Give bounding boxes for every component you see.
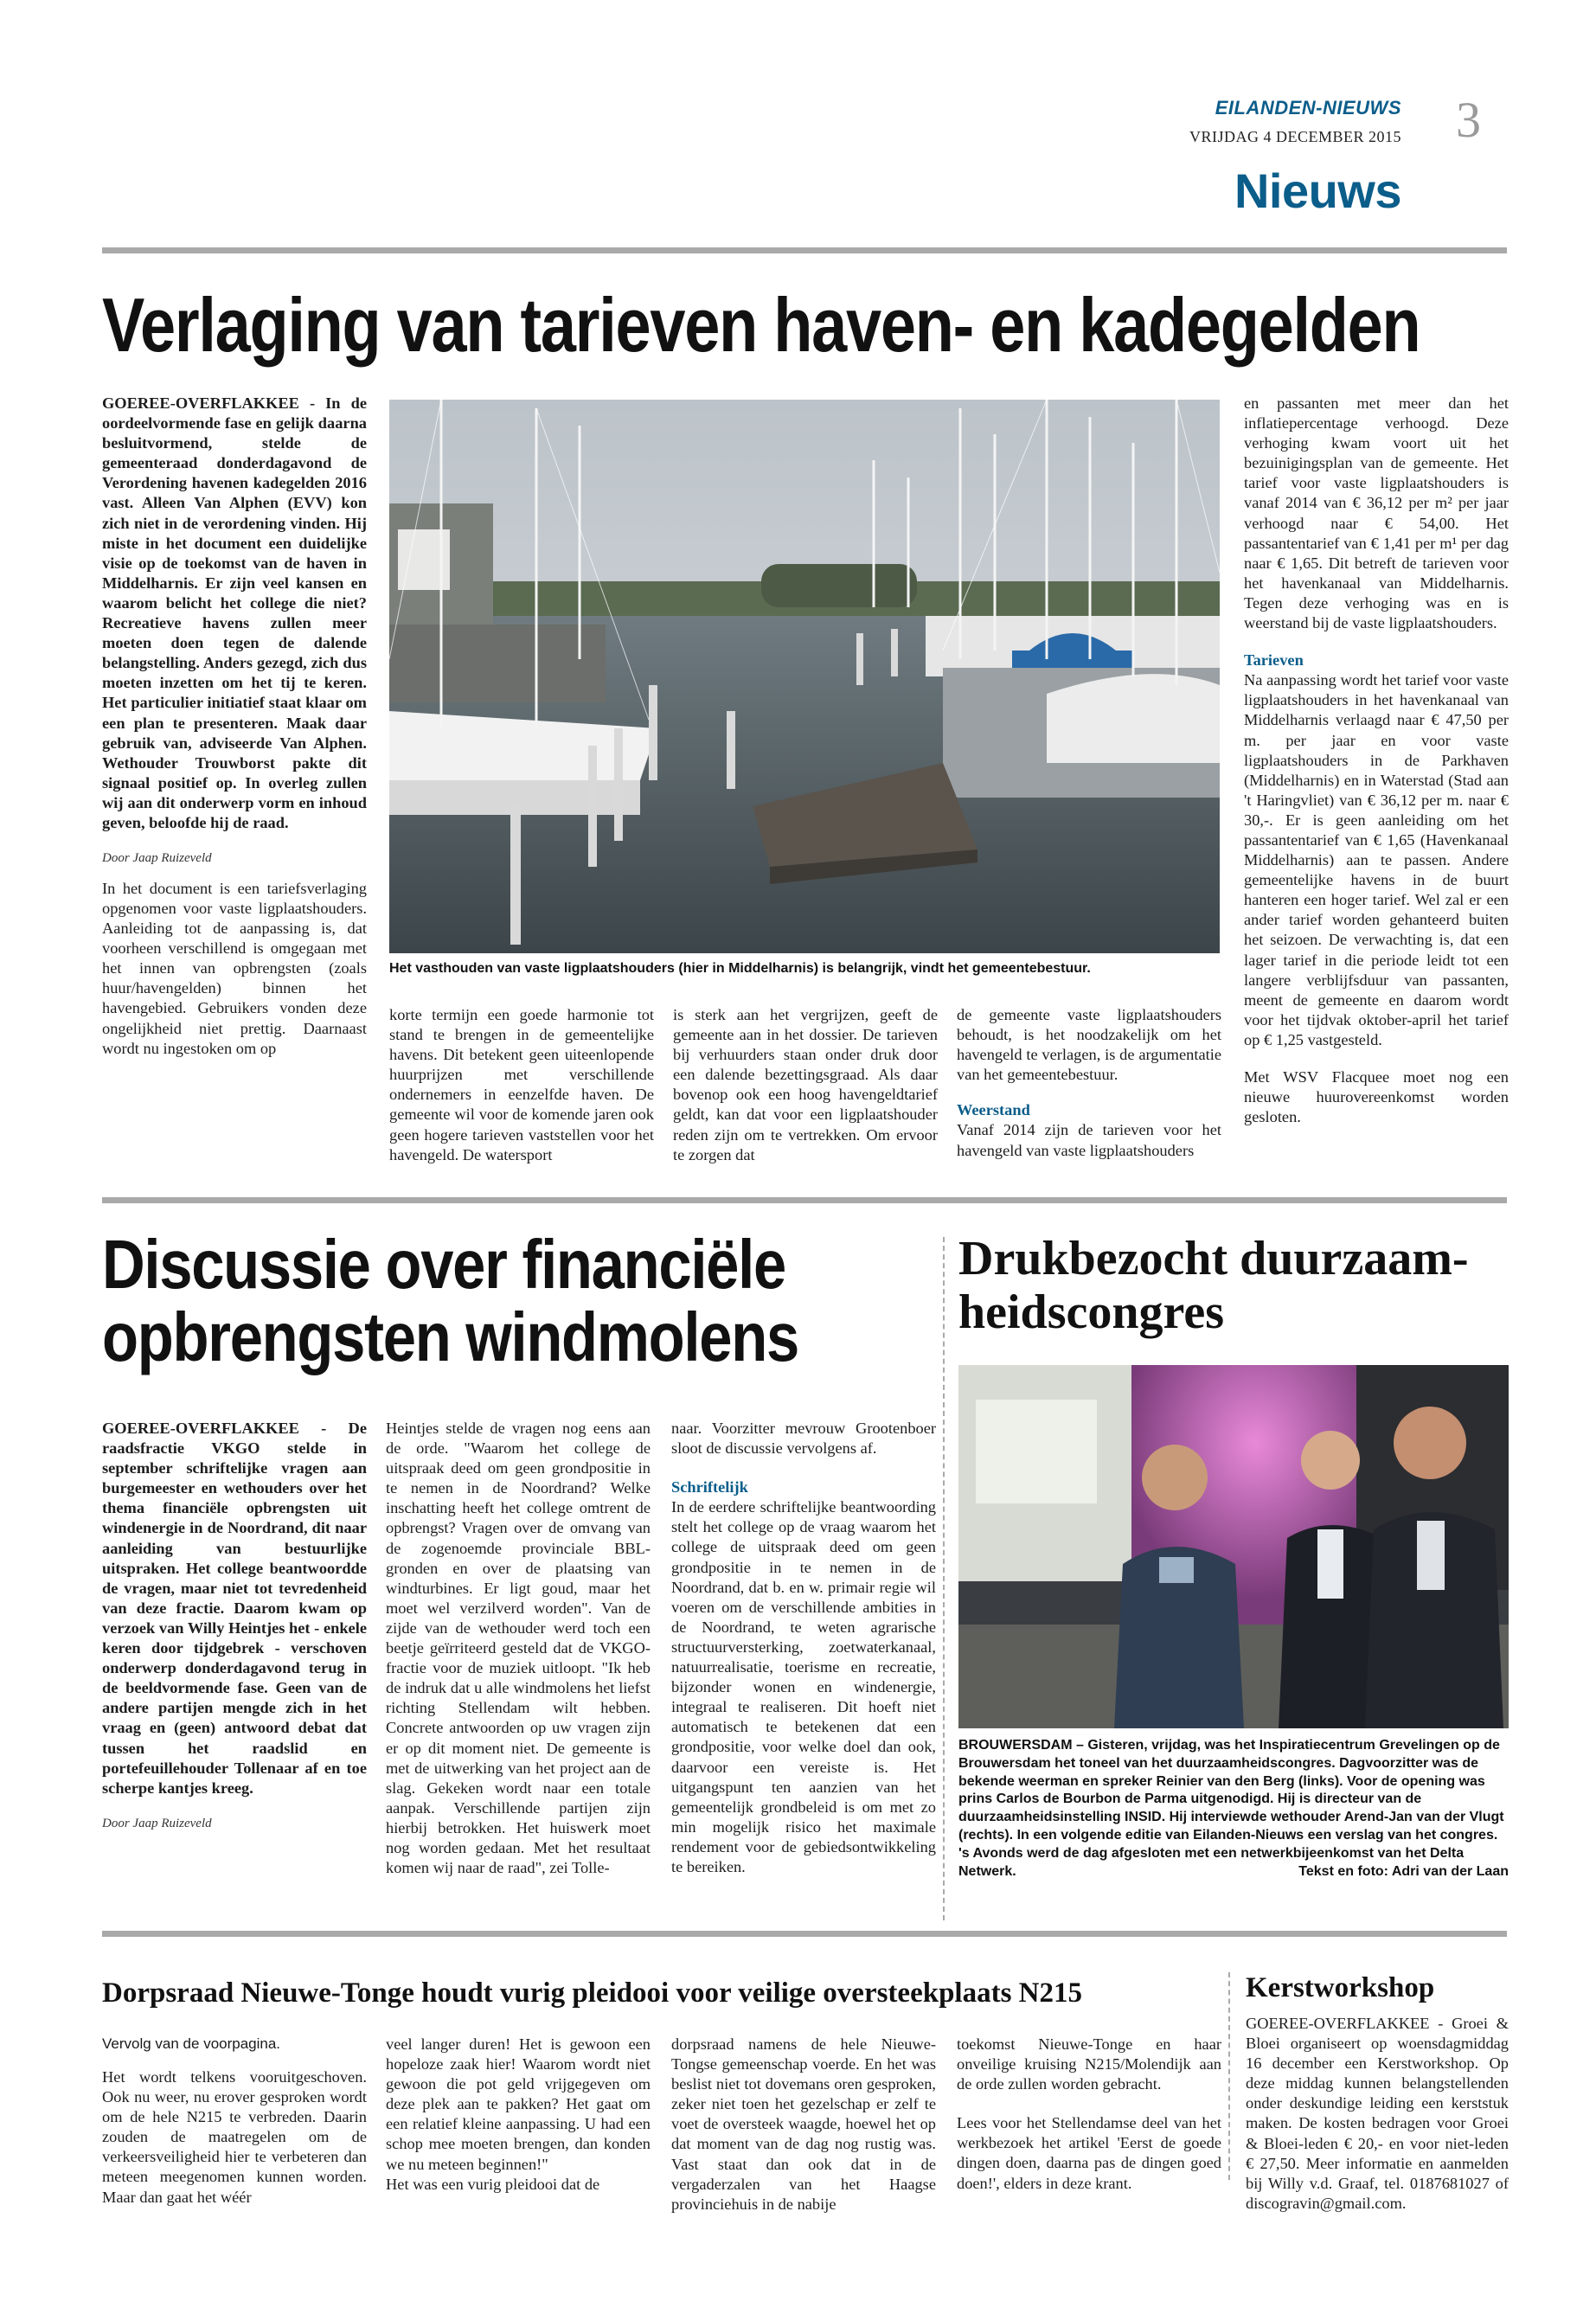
article3-headline-line2: heidscongres [958, 1285, 1224, 1339]
article4-body-col4a: toekomst Nieuwe-Tonge en haar onveilige kruising N215/Molendijk aan de orde zullen worden gebracht. [957, 2035, 1221, 2093]
masthead-date: VRIJDAG 4 DECEMBER 2015 [1189, 128, 1401, 145]
article1-body-col4b: Vanaf 2014 zijn de tarieven voor het havengeld van vaste ligplaatshouders [957, 1121, 1221, 1159]
article2-body-col3a: naar. Voorzitter mevrouw Grootenboer sloot de discussie vervolgens af. [671, 1420, 936, 1458]
masthead-brand: EILANDEN-NIEUWS [1215, 97, 1401, 119]
article2-lead: GOEREE-OVERFLAKKEE - De raadsfractie VKGO stelde in september schriftelijke vragen aan burgemeester en wethouders over het thema financiële opbrengsten uit windenergie in de Noordrand, dit naar aanleiding van bestuurlijke uitspraken. Het college beantwoordde de vragen, maar niet tot tevredenheid van deze fractie. Daarom kwam op verzoek van Willy Heintjes het - enkele keren door tijdgebrek - verschoven onderwerp donderdagavond terug in de beeldvormende fase. Geen van de andere partijen mengde zich in het vraag en (geen) antwoord debat dat tussen het raadslid en portefeuillehouder Tollenaar af en toe scherpe kantjes kreeg. [102, 1420, 367, 1797]
article1-right-column [1244, 394, 1509, 1127]
article1-headline: Verlaging van tarieven haven- en kadegelden [102, 282, 1420, 368]
harbor-photo [389, 400, 1220, 953]
article4-body-col4 [957, 2035, 1221, 2194]
article4-headline: Dorpsraad Nieuwe-Tonge houdt vurig pleidooi voor veilige oversteekplaats N215 [102, 1977, 1083, 2009]
article5-body: GOEREE-OVERFLAKKEE - Groei & Bloei organiseert op woensdagmiddag 16 december een Kerstworkshop. Op deze middag kunnen belangstellenden onder deskundige leiding een kerststuk maken. De kosten bedragen voor Groei & Bloei-leden € 20,- en voor niet-leden € 27,50. Meer informatie en aanmelden bij Willy v.d. Graaf, tel. 0187681027 of discogravin@gmail.com. [1246, 2015, 1509, 2212]
section-rule-2 [102, 1931, 1507, 1937]
article1-right-col-b: Na aanpassing wordt het tarief voor vaste ligplaatshouders in het havenkanaal van Middelharnis verlaagd naar € 47,50 per m. per jaar en voor vaste ligplaatshouders in de Parkhaven (Middelharnis) en in Waterstad (Stad aan 't Haringvliet) van € 36,12 per m. naar € 30,-. Er is geen aanleiding om het passantentarief van € 1,65 (Havenkanaal Middelharnis) aan te passen. Andere gemeentelijke havens in de buurt hanteren een hoger tarief. Wel zal er een ander tarief worden gehanteerd buiten het seizoen. De verwachting is, dat een lager tarief in die periode leidt tot een langere verblijfsduur van passanten, meent de gemeente en daarom wordt voor het tijdvak oktober-april het tarief op € 1,25 vastgesteld. [1244, 671, 1509, 1048]
section-rule-1 [102, 1197, 1507, 1203]
article4-body-col4b: Lees voor het Stellendamse deel van het werkbezoek het artikel 'Eerst de goede dingen doen, daarna pas de dingen goed doen!', elders in deze krant. [957, 2114, 1221, 2192]
article1-lead-column [102, 394, 367, 1059]
harbor-photo-caption: Het vasthouden van vaste ligplaatshouders (hier in Middelharnis) is belangrijk, vindt het gemeentebestuur. [389, 961, 1091, 976]
article2-headline-line2: opbrengsten windmolens [102, 1298, 798, 1375]
article1-body-col1: In het document is een tariefsverlaging opgenomen voor vaste ligplaatshouders. Aanleiding tot de aanpassing is, dat voorheen verschillend is omgegaan met het innen van opbrengsten (zoals huur/havengelden) binnen het havengebied. Gebruikers vonden deze ongelijkheid niet prettig. Daarnaast wordt nu ingestoken om op [102, 879, 367, 1057]
page-number: 3 [1456, 92, 1481, 148]
article2-body-col2: Heintjes stelde de vragen nog eens aan de orde. "Waarom het college de uitspraak deed om geen grondpositie in te nemen in de Noordrand? Welke inschatting heeft het college omtrent de opbrengst? Vragen over de omvang van de zogenoemde provinciale BBL-gronden en over de plaatsing van windturbines. Er ligt goud, maar het moet wel verzilverd worden". Van de zijde van de wethouder werd toch een beetje geïrriteerd gesteld dat de VKGO-fractie voor de muziek uitloopt. "Ik heb de indruk dat u alle windmolens het liefst richting Stellendam wilt hebben. Concrete antwoorden op uw vragen zijn er op dit moment niet. De gemeente is met de uitwerking van het project aan de slag. Gekeken wordt naar een totale aanpak. Verschillende partijen zijn hierbij betrokken. Het huiswerk moet nog worden gedaan. Met het resultaat komen wij naar de raad", zei Tolle- [386, 1420, 651, 1877]
article4-body-col2a: veel langer duren! Het is gewoon een hopeloze zaak hier! Waarom wordt niet gewoon die pot geld vrijgegeven om deze plek aan te pakken? Het gaat om een relatief kleine aanpassing. U had een schop mee moeten brengen, dan konden we nu meteen beginnen!" [386, 2035, 651, 2173]
article5-divider [1228, 1972, 1230, 2180]
article2-headline-line1: Discussie over financiële [102, 1226, 785, 1303]
congress-caption-text: BROUWERSDAM – Gisteren, vrijdag, was het Inspiratiecentrum Grevelingen op de Brouwersdam het toneel van het duurzaamheidscongres. Dagvoorzitter was de bekende weerman en spreker Reinier van den Berg (links). Voor de opening was prins Carlos de Bourbon de Parma uitgenodigd. Hij is directeur van de duurzaamheidsinstelling INSID. Hij interviewde wethouder Arend-Jan van der Vlugt (rechts). In een volgende editie van Eilanden-Nieuws een verslag van het congres. 's Avonds werd de dag afgesloten met een netwerkbijeenkomst van het Delta Netwerk. [958, 1738, 1504, 1879]
article1-lead: GOEREE-OVERFLAKKEE - In de oordeelvormende fase en gelijk daarna besluitvormend, stelde de gemeenteraad donderdagavond de Verordening havenen kadegelden 2016 vast. Alleen Van Alphen (EVV) kon zich niet in de verordening vinden. Hij miste in het document een duidelijke visie op de toekomst van de haven in Middelharnis. Er zijn veel kansen en waarom belicht het college die niet? Recreatieve havens zullen meer moeten doen tegen de dalende belangstelling. Anders gezegd, zich dus moeten inzetten om het tij te keren. Het particulier initiatief staat klaar om een plan te presenteren. Maak daar gebruik van, adviseerde Van Alphen. Wethouder Trouwborst pakte dit signaal positief op. In overleg zullen wij aan dit onderwerp vorm en inhoud geven, beloofde hij de raad. [102, 394, 367, 831]
article1-subhead-tarieven: Tarieven [1244, 651, 1304, 670]
article1-body-col4 [957, 1005, 1221, 1161]
article3-headline [958, 1233, 1512, 1339]
section-title: Nieuws [1234, 163, 1401, 218]
article4-body-col2b: Het was een vurig pleidooi dat de [386, 2175, 600, 2193]
header-rule [102, 247, 1507, 253]
article1-byline: Door Jaap Ruizeveld [102, 851, 212, 866]
congress-photo-caption [958, 1737, 1509, 1881]
article4-body-col2 [386, 2035, 651, 2195]
article1-right-col-a: en passanten met meer dan het inflatiepercentage verhoogd. Deze verhoging kwam voort uit het bezuinigingsplan van de gemeente. Het tarief voor vaste ligplaatshouders is vanaf 2014 van € 36,12 per m² per jaar verhoogd naar € 54,00. Het passantentarief van € 1,41 per m¹ per dag naar € 1,65. Dit betreft de tarieven voor het havenkanaal van Middelharnis. Tegen deze verhoging was en is weerstand bij de vaste ligplaatshouders. [1244, 394, 1509, 632]
article4-kicker: Vervolg van de voorpagina. [102, 2035, 281, 2052]
congress-caption-credit: Tekst en foto: Adri van der Laan [1298, 1863, 1509, 1879]
article2-body-col3b: In de eerdere schriftelijke beantwoording stelt het college op de vraag waarom het college de uitspraak deed om geen grondpositie in te nemen in de Noordrand, dat b. en w. primair regie wil voeren om de verschillende ambities in de Noordrand, te weten agrarische structuurversterking, zoetwaterkanaal, natuurrealisatie, toerisme en recreatie, bijzonder wonen en windenergie, integraal te realiseren. Dit hoeft niet automatisch te betekenen dat een grondpositie, voor welke doel dan ook, daarvoor een vereiste is. Het uitgangspunt ten aanzien van het gemeentelijk grondbeleid is om met zo min mogelijk risico het maximale rendement voor de gebiedsontwikkeling te bereiken. [671, 1498, 936, 1875]
congress-photo-image [958, 1365, 1509, 1728]
article4-body-col3: dorpsraad namens de hele Nieuwe-Tongse gemeenschap voerde. En het was beslist niet tot dovemans oren gesproken, zeker niet toen het gezelschap er zelf te voet de oversteek waagde, hoewel het op dat moment van de dag nog rustig was. Vast staat dan ook dat in de vergaderzalen van het Haagse provinciehuis in de nabije [671, 2035, 936, 2213]
article3-divider [943, 1237, 945, 1920]
article1-body-col2: korte termijn een goede harmonie tot stand te brengen in de gemeentelijke havens. Dit betekent geen uiteenlopende huurprijzen met verschillende ondernemers in eenzelfde haven. De gemeente wil voor de komende jaren ook geen hogere tarieven vaststellen voor het havengeld. De watersport [389, 1006, 654, 1163]
article2-body-col3 [671, 1419, 936, 1877]
article4-body-col1: Het wordt telkens vooruitgeschoven. Ook nu weer, nu erover gesproken wordt om de hele N215 te verbreden. Daarin zouden de maatregelen om de verkeersveiligheid hier te verbeteren dan meteen meegenomen kunnen worden. Maar dan gaat het wéér [102, 2068, 367, 2206]
article2-byline: Door Jaap Ruizeveld [102, 1816, 212, 1830]
article1-body-col4a: de gemeente vaste ligplaatshouders behoudt, is het noodzakelijk om het havengeld te verlagen, is de argumentatie van het gemeentebestuur. [957, 1006, 1221, 1084]
article2-lead-column [102, 1419, 367, 1832]
article1-body-col3: is sterk aan het vergrijzen, geeft de gemeente aan in het dossier. De tarieven bij verhuurders staan onder druk door een dalende bezettingsgraad. Als daar bovenop ook een hoog havengeldtarief geldt, kan dat voor een ligplaatshouder reden zijn om te vertrekken. Om ervoor te zorgen dat [673, 1006, 938, 1163]
harbor-photo-image [389, 400, 1220, 953]
congress-photo [958, 1365, 1509, 1728]
article1-right-col-c: Met WSV Flacquee moet nog een nieuwe huurovereenkomst worden gesloten. [1244, 1068, 1509, 1126]
article2-subhead-schriftelijk: Schriftelijk [671, 1478, 748, 1497]
article5-headline: Kerstworkshop [1246, 1972, 1435, 2003]
article2-headline [102, 1228, 846, 1374]
article1-subhead-weerstand: Weerstand [957, 1101, 1030, 1119]
article3-headline-line1: Drukbezocht duurzaam- [958, 1232, 1469, 1285]
